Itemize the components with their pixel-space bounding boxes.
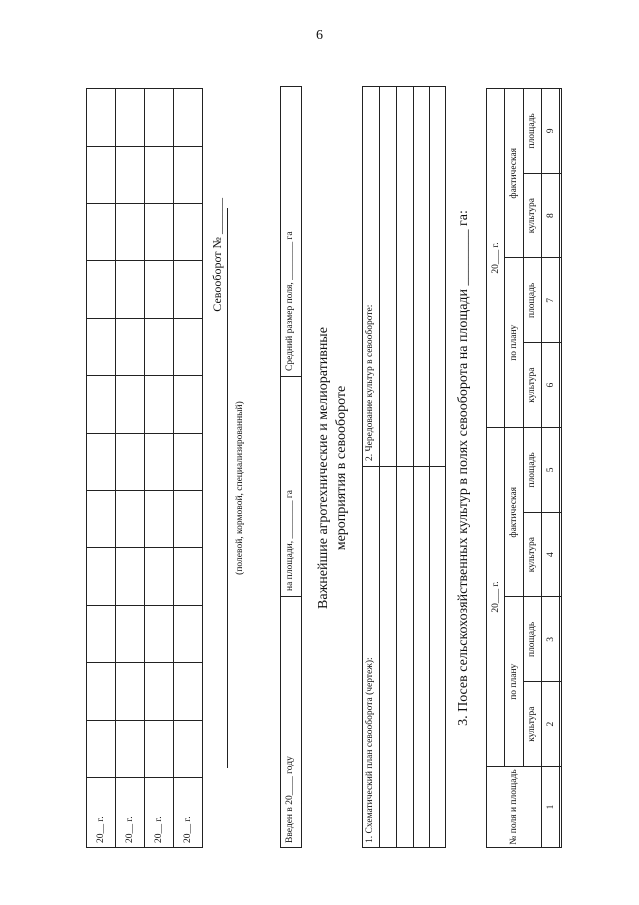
actual-header-1: фактическая — [505, 428, 523, 598]
col-number: 7 — [541, 258, 559, 343]
table-row — [87, 89, 116, 848]
table-row — [116, 89, 145, 848]
year-label: 20__ г. — [145, 778, 174, 848]
crop-rotation-title: Севооборот № ______ — [210, 198, 224, 312]
sowing-table — [486, 88, 562, 848]
year-label: 20__ г. — [116, 778, 145, 848]
plan-header-1: по плану — [505, 597, 523, 767]
area-header: площадь — [523, 258, 541, 343]
col-number: 5 — [541, 428, 559, 513]
area-header: площадь — [523, 597, 541, 682]
crop-header: культура — [523, 173, 541, 258]
introduced-label: Введен в 20____ году — [285, 756, 295, 843]
crop-header: культура — [523, 343, 541, 428]
col-number: 9 — [541, 89, 559, 174]
title-underline — [227, 208, 228, 768]
table-row — [505, 89, 523, 848]
table-row — [145, 89, 174, 848]
avg-field-label: Средний размер поля, ________ га — [285, 231, 295, 371]
area-header: площадь — [523, 428, 541, 513]
actual-header-2: фактическая — [505, 89, 523, 259]
year-label: 20__ г. — [87, 778, 116, 848]
col-number: 6 — [541, 343, 559, 428]
crop-header: культура — [523, 682, 541, 767]
plan-header-2: по плану — [505, 258, 523, 428]
info-row — [280, 86, 302, 848]
year-label: 20__ г. — [174, 778, 203, 848]
rotated-content — [80, 56, 570, 848]
field-header: № поля и площадь — [487, 767, 542, 848]
col-number: 1 — [541, 767, 559, 848]
crop-header: культура — [523, 512, 541, 597]
year2-header: 20___ г. — [487, 89, 505, 428]
table-row — [174, 89, 203, 848]
scheme-label: 1. Схематический план севооборота (чертеж): — [365, 657, 375, 843]
years-table — [86, 88, 203, 848]
sowing-title: 3. Посев сельскохозяйственных культур в полях севооборота на площади ________ га: — [456, 210, 471, 726]
year1-header: 20___ г. — [487, 428, 505, 767]
area-header: площадь — [523, 89, 541, 174]
crop-rotation-subtitle: (полевой, кормовой, специализированный) — [235, 401, 245, 575]
col-number: 8 — [541, 173, 559, 258]
col-number: 4 — [541, 512, 559, 597]
table-row — [523, 89, 541, 848]
measures-title-line1: Важнейшие агротехнические и мелиоративные — [316, 327, 331, 609]
col-number: 2 — [541, 682, 559, 767]
page-number: 6 — [316, 28, 323, 43]
area-label: на площади, ________ га — [285, 490, 295, 591]
table-row — [487, 89, 505, 848]
alternation-label: 2. Чередование культур в севообороте: — [365, 304, 375, 461]
col-number: 3 — [541, 597, 559, 682]
measures-box — [362, 86, 446, 848]
measures-title-line2: мероприятия в севообороте — [334, 385, 349, 551]
table-row — [541, 89, 559, 848]
table-row — [560, 89, 562, 848]
